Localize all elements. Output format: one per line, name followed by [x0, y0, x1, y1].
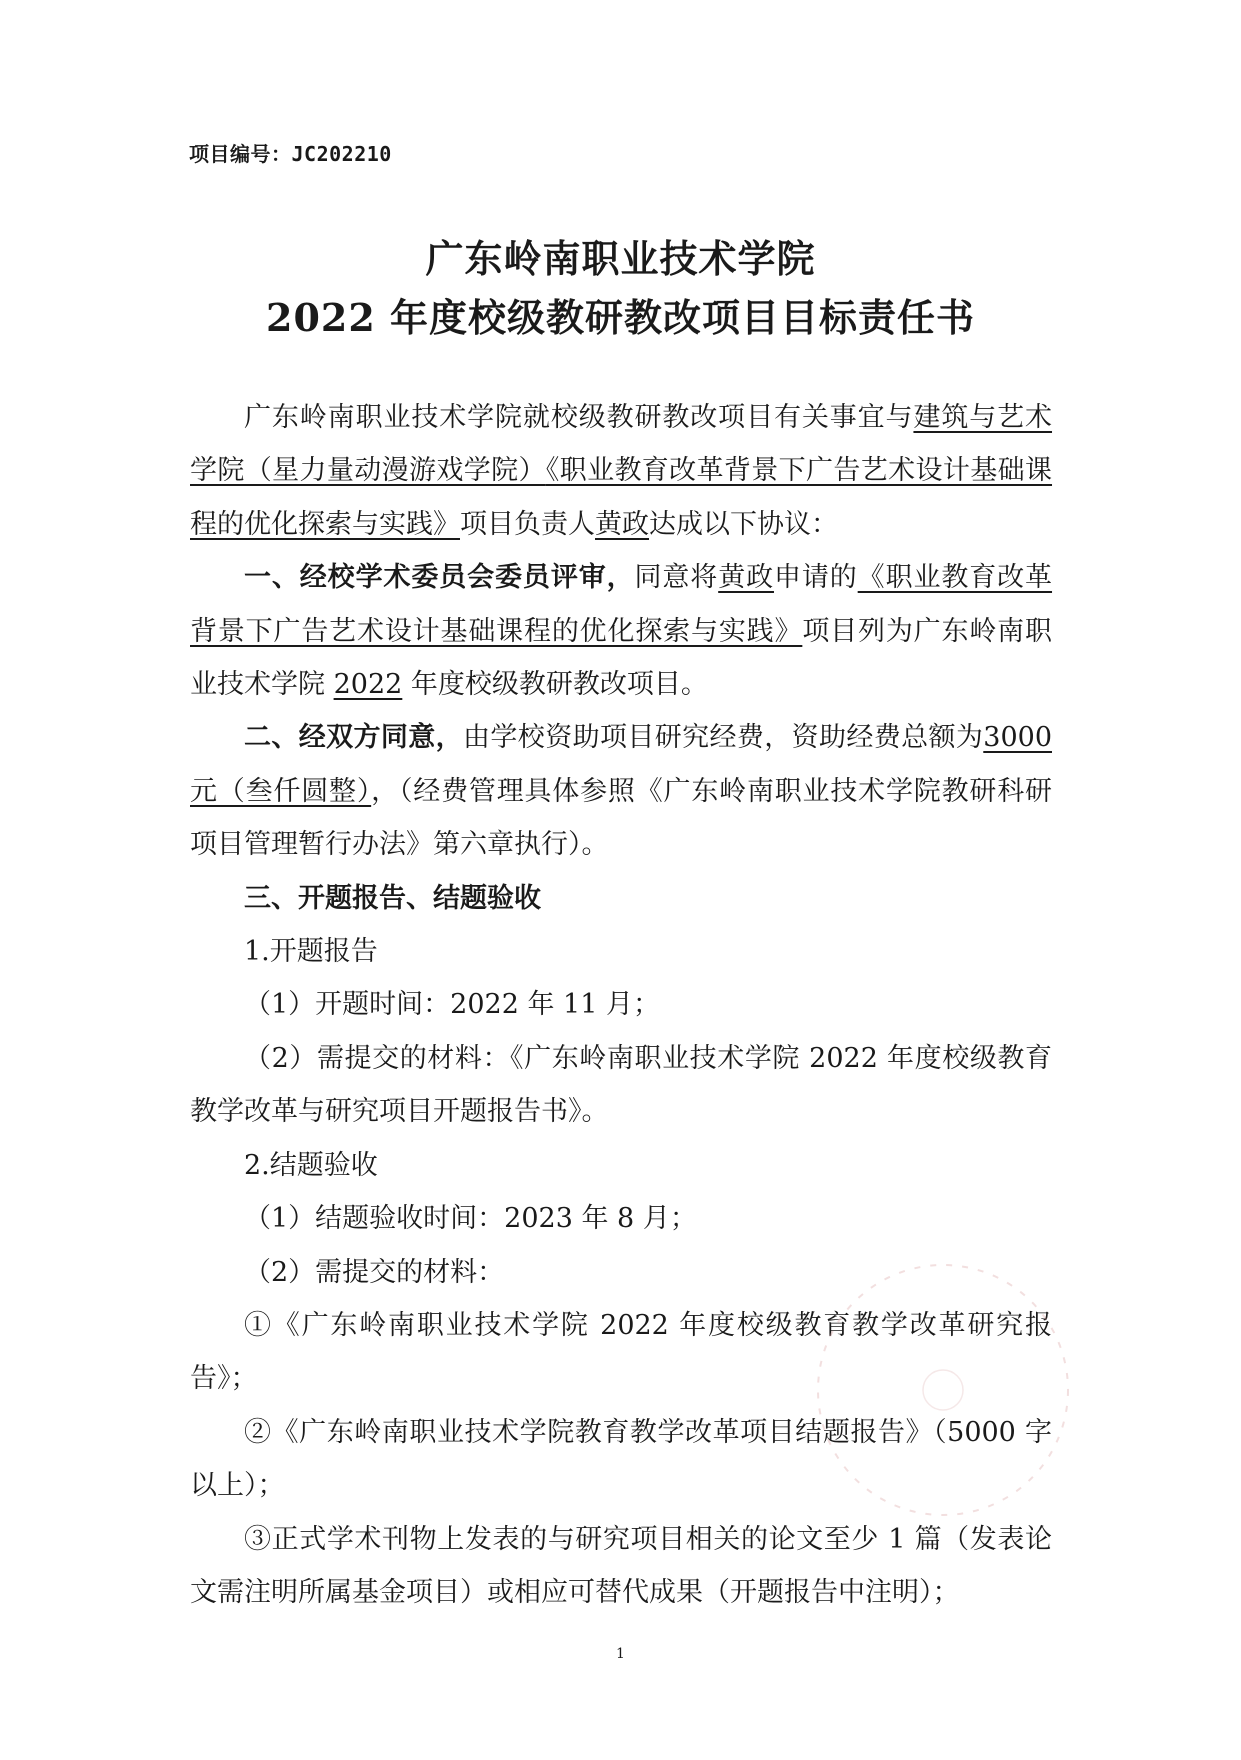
page-number: 1 — [616, 1646, 625, 1662]
intro-paragraph — [190, 391, 1052, 551]
document-title-line1: 广东岭南职业技术学院 — [425, 236, 816, 281]
section-1-paragraph — [190, 551, 1052, 711]
intro-leader: 黄政 — [595, 508, 649, 540]
section-2-text-b: ，（经费管理具体参照《广东岭南职业技术学院教研科研项目管理暂行办法》第六章执行）。 — [190, 775, 1053, 861]
closing-materials: （2）需提交的材料： — [244, 1256, 505, 1288]
section-3-heading: 三、开题报告、结题验收 — [244, 882, 541, 914]
closing-item-1: ①《广东岭南职业技术学院 2022 年度校级教育教学改革研究报告》； — [190, 1309, 1052, 1395]
section-1-heading: 一、经校学术委员会委员评审， — [244, 562, 635, 594]
intro-project-name: 《职业教育改革背景下广告艺术设计基础课程的优化探索与实践》 — [190, 455, 1053, 540]
closing-item-2: ②《广东岭南职业技术学院教育教学改革项目结题报告》（5000 字以上）； — [190, 1416, 1052, 1502]
closing-acceptance-heading: 2.结题验收 — [244, 1149, 378, 1181]
opening-report-heading: 1.开题报告 — [244, 936, 378, 968]
document-title-line2: 2022 年度校级教研教改项目目标责任书 — [266, 295, 975, 340]
section-1-text-d: 年度校级教研教改项目。 — [410, 669, 708, 701]
section-1-leader: 黄政 — [718, 562, 774, 594]
intro-text-c: 达成以下协议： — [649, 508, 838, 540]
opening-materials: （2）需提交的材料：《广东岭南职业技术学院 2022 年度校级教育教学改革与研究项目开题报告书》。 — [190, 1042, 1052, 1128]
section-2-amount: 3000 元（叁仟圆整） — [190, 722, 1052, 807]
project-code-label: 项目编号： — [189, 142, 292, 166]
section-1-text-b: 申请的 — [773, 562, 858, 594]
section-1-text-c: 项目列为广东岭南职业技术学院 — [190, 615, 1053, 701]
closing-item-3: ③正式学术刊物上发表的与研究项目相关的论文至少 1 篇（发表论文需注明所属基金项目）或相应可替代成果（开题报告中注明）； — [190, 1523, 1052, 1608]
section-1-project-name: 《职业教育改革背景下广告艺术设计基础课程的优化探索与实践》 — [190, 562, 1053, 647]
opening-time: （1）开题时间：2022 年 11 月； — [244, 989, 660, 1021]
project-code-value: JC202210 — [291, 142, 392, 166]
intro-college: 建筑与艺术学院（星力量动漫游戏学院） — [190, 402, 1053, 487]
section-2-text-a: 由学校资助项目研究经费，资助经费总额为 — [463, 722, 984, 754]
intro-text-b: 项目负责人 — [460, 508, 595, 540]
section-1-text-a: 同意将 — [634, 562, 719, 594]
intro-text-a: 广东岭南职业技术学院就校级教研教改项目有关事宜与 — [244, 402, 914, 433]
official-seal-stamp — [808, 1255, 1078, 1525]
closing-time: （1）结题验收时间：2023 年 8 月； — [244, 1203, 697, 1235]
section-2-heading: 二、经双方同意， — [244, 722, 464, 754]
section-2-paragraph — [190, 711, 1052, 871]
section-1-year: 2022 — [333, 669, 403, 701]
project-code — [189, 138, 392, 167]
